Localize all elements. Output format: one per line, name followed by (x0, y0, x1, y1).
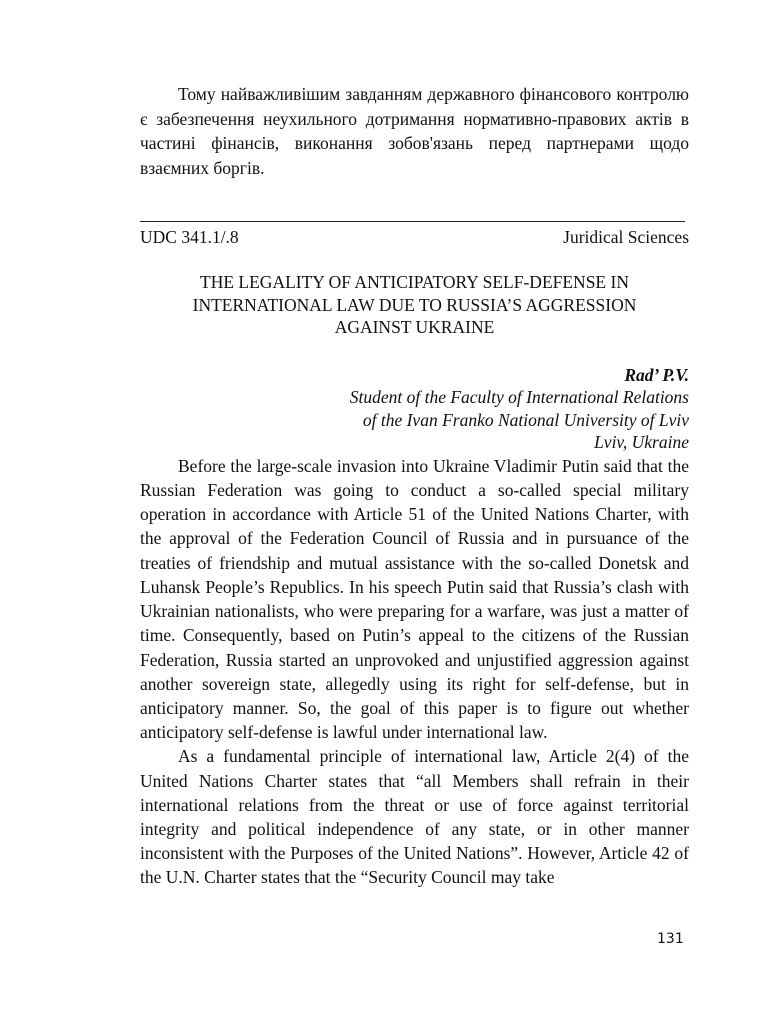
title-line: AGAINST UKRAINE (334, 317, 495, 337)
body-paragraph: As a fundamental principle of international law, Article 2(4) of the United Nations Charter states that “all Members shall refrain in their international relations from the threat or use of force against territorial integrity and political independence of any state, or in other manner inconsistent with the Purposes of the United Nations”. However, Article 42 of the U.N. Charter states that the “Security Council may take (140, 746, 689, 888)
author-affiliation: Student of the Faculty of International Relations (349, 387, 689, 408)
article-header (140, 225, 689, 249)
author-block (140, 364, 689, 454)
page-content (140, 82, 689, 890)
section-divider (140, 221, 685, 222)
title-line: INTERNATIONAL LAW DUE TO RUSSIA’S AGGRESSION (192, 294, 637, 315)
author-name: Rad’ P.V. (624, 364, 689, 385)
author-location: Lviv, Ukraine (594, 432, 689, 453)
section-name: Juridical Sciences (563, 227, 689, 247)
top-paragraph: Тому найважливішим завданням державного фінансового контролю є забезпечення неухильного дотримання нормативно-правових актів в частині фінансів, виконання зобов'язань перед партнерами щодо взаємних боргів. (140, 84, 689, 178)
article-title (140, 271, 689, 339)
article-body (140, 454, 689, 890)
page-number: 131 (657, 931, 684, 947)
title-line: THE LEGALITY OF ANTICIPATORY SELF-DEFENSE IN (200, 272, 629, 292)
author-affiliation: of the Ivan Franko National University of Lviv (362, 409, 689, 430)
body-paragraph: Before the large-scale invasion into Ukraine Vladimir Putin said that the Russian Federation was going to conduct a so-called special military operation in accordance with Article 51 of the United Nations Charter, with the approval of the Federation Council of Russia and in pursuance of the treaties of friendship and mutual assistance with the so-called Donetsk and Luhansk People’s Republics. In his speech Putin said that Russia’s clash with Ukrainian nationalists, who were preparing for a warfare, was just a matter of time. Consequently, based on Putin’s appeal to the citizens of the Russian Federation, Russia started an unprovoked and unjustified aggression against another sovereign state, allegedly using its right for self-defense, but in anticipatory manner. So, the goal of this paper is to figure out whether anticipatory self-defense is lawful under international law. (140, 455, 689, 743)
udc-code: UDC 341.1/.8 (140, 227, 239, 247)
